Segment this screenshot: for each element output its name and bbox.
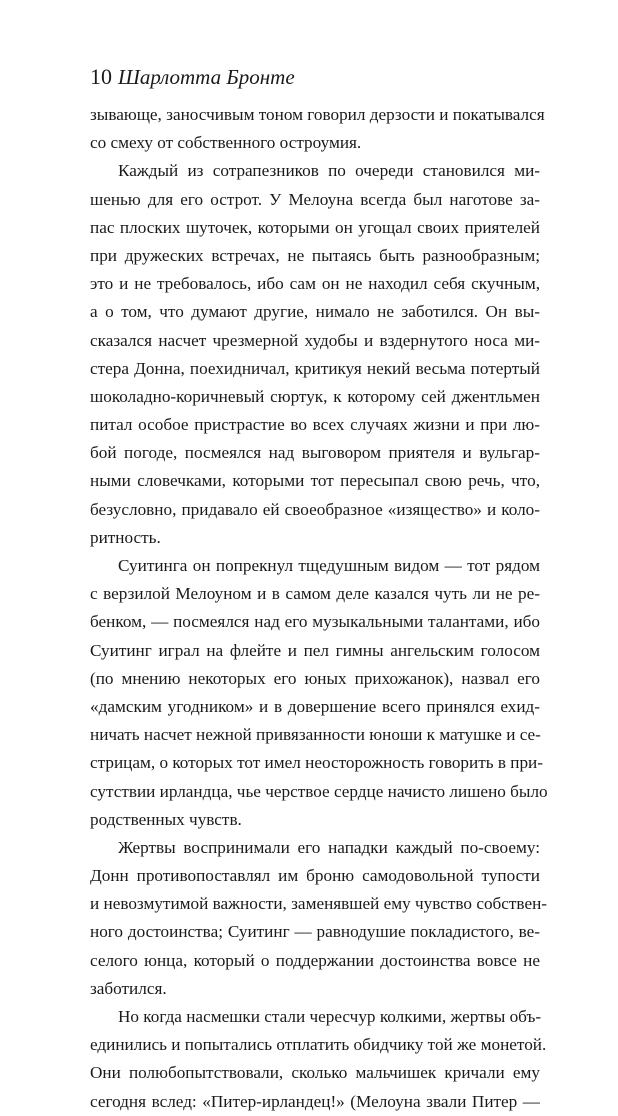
text-line: Суитинг играл на флейте и пел гимны ангельским голосом (90, 640, 540, 660)
text-line: заботился. (90, 978, 167, 998)
text-line: безусловно, придавало ей своеобразное «изящество» и коло- (90, 499, 540, 519)
text-line: Жертвы воспринимали его нападки каждый по-своему: (118, 837, 540, 857)
text-line: ничать насчет нежной привязанности юноши к матушке и се- (90, 725, 541, 745)
text-line: ными словечками, которыми тот пересыпал свою речь, что, (90, 471, 540, 491)
text-line: селого юнца, который о поддержании достоинства вовсе не (90, 950, 540, 970)
text-line: со смеху от собственного остроумия. (90, 133, 362, 153)
text-line: сегодня вслед: «Питер-ирландец!» (Мелоуна звали Питер — (90, 1091, 540, 1111)
text-line: питал особое пристрастие во всех случаях жизни и при лю- (90, 415, 540, 435)
text-line: Суитинга он попрекнул тщедушным видом — тот рядом (118, 556, 540, 575)
text-line: шоколадно-коричневый сюртук, к которому сей джентльмен (90, 386, 540, 406)
text-line: при дружеских встречах, не пытаясь быть разнообразным; (90, 245, 540, 265)
text-line: «дамским угодником» и в довершение всего принялся ехид- (90, 696, 540, 716)
text-line: сказался насчет чрезмерной худобы и вздернутого носа ми- (90, 330, 540, 350)
text-line: это и не требовалось, ибо сам он не находил себя скучным, (90, 274, 540, 294)
text-line: родственных чувств. (90, 809, 242, 829)
text-line: стрицам, о которых тот имел неосторожность говорить в при- (90, 753, 543, 773)
text-line: зывающе, заносчивым тоном говорил дерзости и покатывался (90, 105, 545, 124)
text-line: шенью для его острот. У Мелоуна всегда был наготове за- (90, 189, 540, 209)
text-line: (по мнению некоторых его юных прихожанок), назвал его (90, 668, 540, 688)
text-line: и невозмутимой важности, заменявшей ему чувство собствен- (90, 894, 547, 914)
text-line: бенком, — посмеялся над его музыкальными талантами, ибо (90, 612, 540, 632)
text-line: ритность. (90, 527, 161, 547)
text-line: Они полюбопытствовали, сколько мальчишек кричали ему (90, 1063, 540, 1083)
body-text (90, 101, 548, 1116)
text-line: бой погоде, посмеялся над выговором приятеля и вульгар- (90, 443, 540, 463)
text-line: пас плоских шуточек, которыми он угощал своих приятелей (90, 217, 540, 237)
text-line: а о том, что думают другие, нимало не заботился. Он вы- (90, 302, 540, 322)
page-number: 10 (90, 64, 112, 89)
text-line: Донн противопоставлял им броню самодовольной тупости (90, 866, 540, 886)
text-line: ного достоинства; Суитинг — равнодушие покладистого, ве- (90, 922, 540, 942)
text-line: стера Донна, поехидничал, критикуя некий весьма потертый (90, 358, 540, 378)
text-line: сутствии ирландца, чье черствое сердце начисто лишено было (90, 781, 548, 801)
text-line: единились и попытались отплатить обидчику той же монетой. (90, 1035, 547, 1055)
text-line: с верзилой Мелоуном и в самом деле казался чуть ли не ре- (90, 584, 540, 604)
text-line: Каждый из сотрапезников по очереди становился ми- (118, 161, 540, 181)
running-header (90, 64, 295, 90)
text-line: Но когда насмешки стали чересчур колкими, жертвы объ- (118, 1007, 542, 1026)
running-title: Шарлотта Бронте (118, 65, 295, 89)
